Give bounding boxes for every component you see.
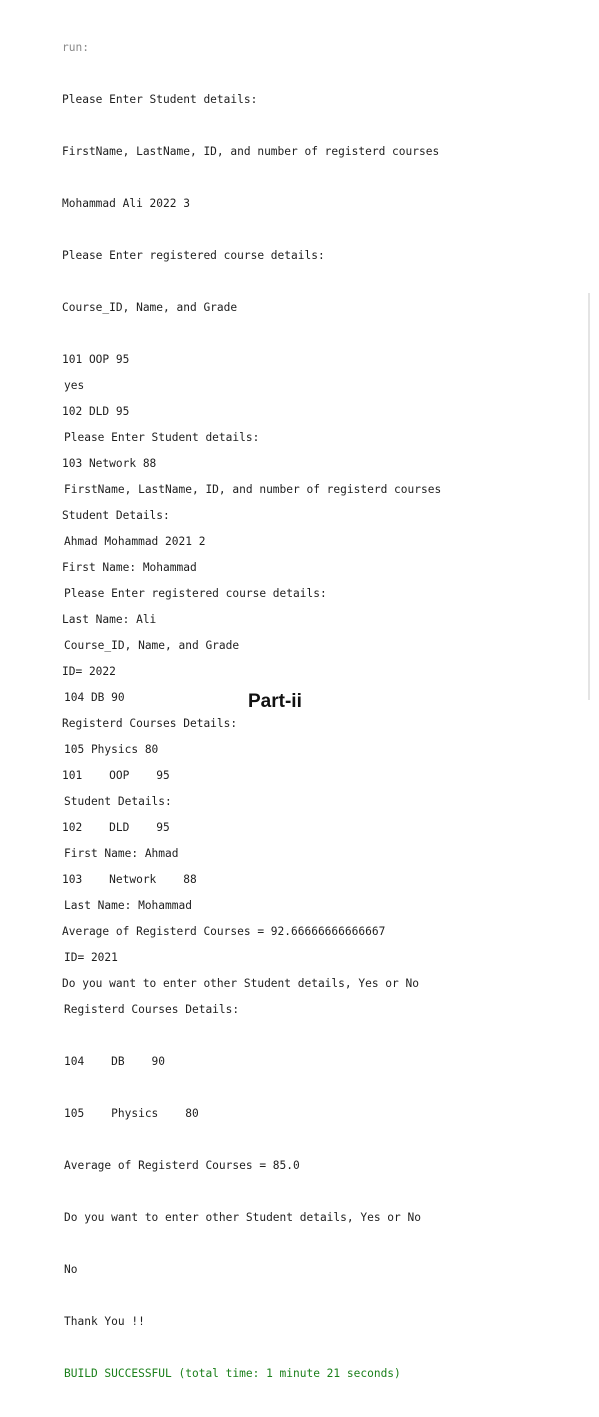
output-line: Last Name: Mohammad bbox=[64, 899, 192, 912]
output-block-second-run bbox=[64, 342, 441, 1417]
scrollbar-track[interactable] bbox=[588, 293, 590, 700]
build-status-line: BUILD SUCCESSFUL (total time: 1 minute 21 seconds) bbox=[64, 1367, 401, 1381]
output-line: 104 DB 90 bbox=[64, 1055, 166, 1069]
output-line: Please Enter Student details: bbox=[64, 430, 260, 444]
cut-off-heading: Part-ii bbox=[248, 691, 302, 712]
output-line: Registerd Courses Details: bbox=[62, 717, 238, 731]
output-line: Thank You !! bbox=[64, 1315, 145, 1329]
output-line: 102 DLD 95 bbox=[62, 404, 130, 418]
output-line: Registerd Courses Details: bbox=[64, 1003, 240, 1017]
output-line: Last Name: Ali bbox=[62, 613, 157, 627]
output-line: No bbox=[64, 1263, 78, 1277]
output-line: yes bbox=[64, 378, 85, 392]
output-line: Do you want to enter other Student details, Yes or No bbox=[64, 1211, 421, 1225]
output-line: Please Enter registered course details: bbox=[64, 586, 327, 600]
output-line: Mohammad Ali 2022 3 bbox=[62, 196, 190, 210]
output-line: FirstName, LastName, ID, and number of registerd courses bbox=[62, 144, 440, 158]
output-line: 103 Network 88 bbox=[62, 873, 197, 887]
output-line: Average of Registerd Courses = 85.0 bbox=[64, 1159, 300, 1173]
output-line: Please Enter Student details: bbox=[62, 92, 258, 106]
output-line: Do you want to enter other Student details, Yes or No bbox=[62, 977, 419, 991]
output-line: 102 DLD 95 bbox=[62, 821, 170, 835]
output-line: Student Details: bbox=[64, 794, 172, 808]
output-line: 101 OOP 95 bbox=[62, 769, 170, 783]
output-line: First Name: Mohammad bbox=[62, 561, 197, 574]
output-line: 103 Network 88 bbox=[62, 456, 157, 470]
output-line: First Name: Ahmad bbox=[64, 846, 179, 860]
output-line: ID= 2021 bbox=[64, 951, 118, 965]
output-line: 105 Physics 80 bbox=[64, 1107, 199, 1121]
output-line: FirstName, LastName, ID, and number of registerd courses bbox=[64, 482, 442, 496]
output-line: Course_ID, Name, and Grade bbox=[64, 638, 240, 652]
output-line: Student Details: bbox=[62, 508, 170, 522]
output-line: 104 DB 90 bbox=[64, 690, 125, 704]
output-line: Average of Registerd Courses = 92.66666666666667 bbox=[62, 925, 386, 939]
output-line: Please Enter registered course details: bbox=[62, 248, 325, 262]
output-line: Course_ID, Name, and Grade bbox=[62, 300, 238, 314]
output-line: 101 OOP 95 bbox=[62, 352, 130, 366]
output-line: ID= 2022 bbox=[62, 665, 116, 679]
output-line: 105 Physics 80 bbox=[64, 742, 159, 756]
output-line: run: bbox=[62, 40, 89, 54]
output-line: Ahmad Mohammad 2021 2 bbox=[64, 534, 206, 548]
